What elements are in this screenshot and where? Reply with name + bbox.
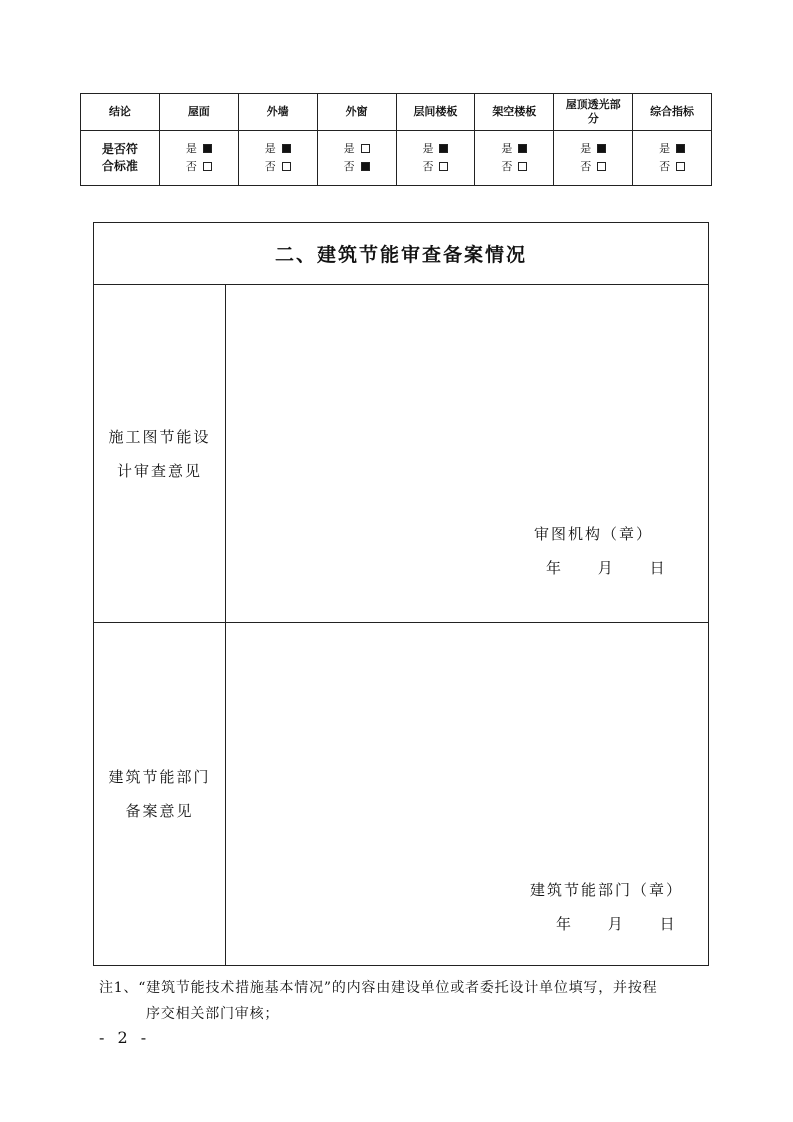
header-overall-index: 综合指标	[633, 94, 712, 131]
yes-label: 是	[580, 142, 592, 155]
compliance-cell-exterior-window	[317, 131, 396, 186]
checked-box-icon	[597, 144, 606, 153]
yes-label: 是	[659, 142, 671, 155]
yes-option	[239, 140, 317, 158]
compliance-cell-floor-slab	[396, 131, 475, 186]
filing-label-line2: 备案意见	[125, 802, 194, 820]
checked-box-icon	[676, 144, 685, 153]
checked-box-icon	[518, 144, 527, 153]
no-label: 否	[422, 160, 434, 173]
compliance-cell-overall-index	[633, 131, 712, 186]
header-exterior-window: 外窗	[317, 94, 396, 131]
page-number: - 2 -	[99, 1028, 151, 1047]
compliance-label-line2: 合标准	[101, 159, 138, 173]
unchecked-box-icon	[282, 162, 291, 171]
unchecked-box-icon	[676, 162, 685, 171]
no-label: 否	[659, 160, 671, 173]
no-option	[318, 158, 396, 176]
header-exterior-wall: 外墙	[238, 94, 317, 131]
compliance-label-line1: 是否符	[101, 142, 138, 156]
footnote-line2: 序交相关部门审核；	[146, 1006, 280, 1022]
no-option	[554, 158, 632, 176]
design-review-date-month: 月	[597, 559, 615, 577]
review-section-title: 二、建筑节能审查备案情况	[94, 223, 708, 285]
compliance-cell-roof	[159, 131, 238, 186]
conclusion-compliance-row	[81, 131, 712, 186]
no-option	[475, 158, 553, 176]
header-elevated-slab: 架空楼板	[475, 94, 554, 131]
yes-label: 是	[422, 142, 434, 155]
design-review-signature: 审图机构（章）	[534, 525, 654, 543]
unchecked-box-icon	[361, 144, 370, 153]
design-review-label-line1: 施工图节能设	[108, 427, 211, 446]
design-review-label	[94, 285, 226, 622]
filing-date-month: 月	[607, 915, 625, 933]
no-option	[633, 158, 711, 176]
unchecked-box-icon	[439, 162, 448, 171]
header-skylight: 屋顶透光部分	[554, 94, 633, 131]
no-option	[397, 158, 475, 176]
footnote-line1: 注1、“建筑节能技术措施基本情况”的内容由建设单位或者委托设计单位填写，并按程	[99, 980, 658, 996]
conclusion-header-row	[81, 94, 712, 131]
header-conclusion: 结论	[81, 94, 160, 131]
unchecked-box-icon	[203, 162, 212, 171]
compliance-cell-skylight	[554, 131, 633, 186]
design-review-label-line2: 计审查意见	[116, 461, 202, 480]
checked-box-icon	[203, 144, 212, 153]
yes-label: 是	[185, 142, 197, 155]
yes-label: 是	[264, 142, 276, 155]
compliance-cell-elevated-slab	[475, 131, 554, 186]
footnote	[99, 975, 714, 1027]
yes-label: 是	[343, 142, 355, 155]
compliance-row-label	[81, 131, 160, 186]
checked-box-icon	[439, 144, 448, 153]
yes-option	[633, 140, 711, 158]
yes-option	[160, 140, 238, 158]
no-label: 否	[185, 160, 197, 173]
design-review-date-day: 日	[649, 559, 667, 577]
no-label: 否	[580, 160, 592, 173]
conclusion-table	[80, 93, 712, 186]
filing-date	[556, 913, 677, 934]
unchecked-box-icon	[518, 162, 527, 171]
filing-label-line1: 建筑节能部门	[108, 768, 211, 786]
yes-label: 是	[501, 142, 513, 155]
yes-option	[318, 140, 396, 158]
no-label: 否	[264, 160, 276, 173]
compliance-cell-exterior-wall	[238, 131, 317, 186]
yes-option	[554, 140, 632, 158]
unchecked-box-icon	[597, 162, 606, 171]
header-floor-slab: 层间楼板	[396, 94, 475, 131]
checked-box-icon	[361, 162, 370, 171]
no-label: 否	[501, 160, 513, 173]
yes-option	[397, 140, 475, 158]
header-roof: 屋面	[159, 94, 238, 131]
design-review-date	[546, 557, 667, 578]
design-review-section	[94, 285, 708, 623]
filing-date-day: 日	[659, 915, 677, 933]
filing-signature: 建筑节能部门（章）	[530, 881, 684, 899]
no-option	[160, 158, 238, 176]
filing-date-year: 年	[556, 915, 574, 933]
yes-option	[475, 140, 553, 158]
checked-box-icon	[282, 144, 291, 153]
filing-section	[94, 623, 708, 965]
review-filing-table	[93, 222, 709, 966]
filing-label	[94, 623, 226, 965]
no-label: 否	[343, 160, 355, 173]
design-review-date-year: 年	[546, 559, 564, 577]
no-option	[239, 158, 317, 176]
